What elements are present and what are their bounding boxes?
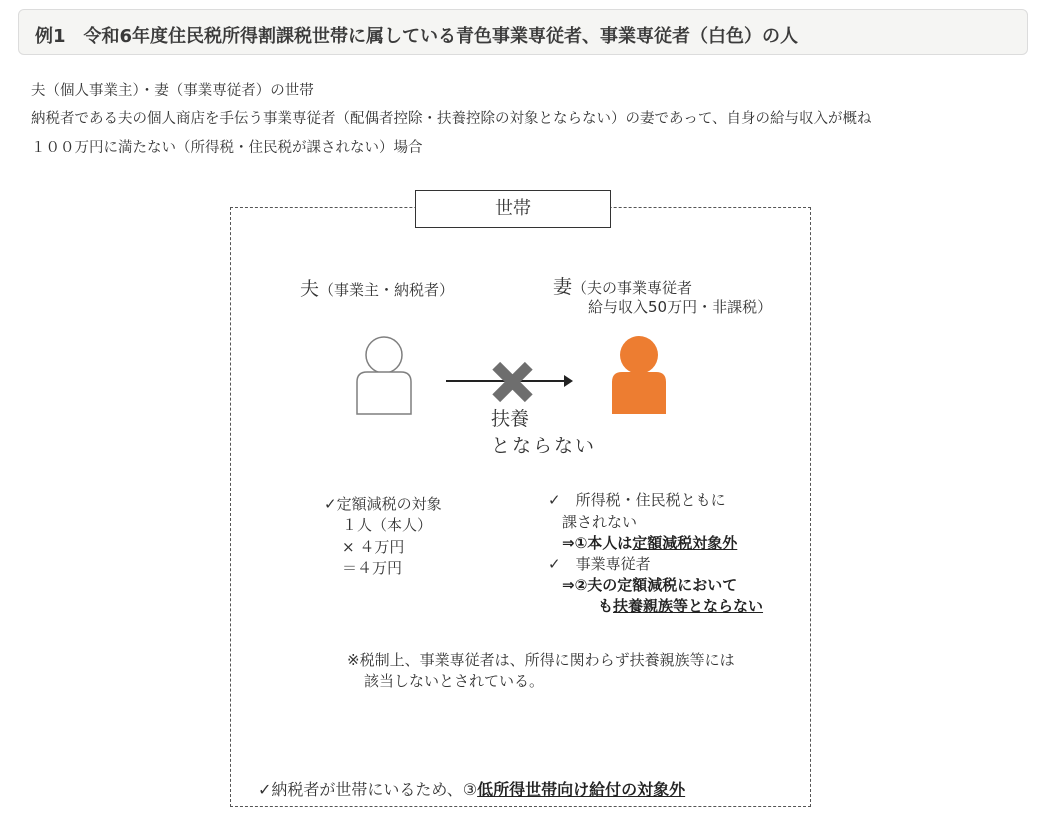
right-note-result-1 <box>562 532 737 553</box>
description-line-3: １００万円に満たない（所得税・住民税が課されない）場合 <box>31 140 423 156</box>
example-header <box>18 9 1028 55</box>
description-line-1: 夫（個人事業主）・妻（事業専従者）の世帯 <box>31 83 314 99</box>
husband-sub: （事業主・納税者） <box>319 281 455 299</box>
right-note-result-2b <box>598 595 763 616</box>
cross-mark-icon <box>491 361 533 403</box>
description-line-2: 納税者である夫の個人商店を手伝う事業専従者（配偶者控除・扶養控除の対象とならない）の妻であって、自身の給与収入が概ね <box>31 111 872 127</box>
right-note-check-2: ✓ 事業専従者 <box>548 555 651 573</box>
wife-main: 妻 <box>553 276 573 298</box>
footnote-line-2: 該当しないとされている。 <box>364 672 545 690</box>
result-2-prefix: も <box>598 597 614 615</box>
bottom-note <box>258 777 685 800</box>
footnote-line-1: ※税制上、事業専従者は、所得に関わらず扶養親族等には <box>347 651 735 669</box>
husband-person-icon <box>355 334 413 416</box>
husband-label <box>300 274 454 301</box>
left-note-line-2: １人（本人） <box>342 516 433 534</box>
result-2-emphasis: 扶養親族等とならない <box>613 597 764 615</box>
wife-sub-1: （夫の事業専従者 <box>572 279 693 297</box>
household-label: 世帯 <box>415 190 611 228</box>
husband-main: 夫 <box>300 278 320 300</box>
relation-line-1: 扶養 <box>491 408 530 430</box>
result-1-emphasis: 定額減税対象外 <box>632 534 738 552</box>
wife-label <box>553 272 692 299</box>
bottom-note-prefix: ✓納税者が世帯にいるため、③ <box>258 780 478 799</box>
left-note-line-1: ✓定額減税の対象 <box>324 495 442 513</box>
left-note-line-4: ＝４万円 <box>342 559 403 577</box>
bottom-note-emphasis: 低所得世帯向け給付の対象外 <box>477 780 686 799</box>
arrow-head-icon <box>564 375 573 387</box>
relation-line-2: とならない <box>491 435 597 457</box>
result-1-prefix: ⇒①本人は <box>562 534 633 552</box>
wife-person-icon <box>610 334 668 416</box>
example-title: 例1 令和6年度住民税所得割課税世帯に属している青色事業専従者、事業専従者（白色）の人 <box>35 26 799 47</box>
right-note-check-1: ✓ 所得税・住民税ともに <box>548 491 726 509</box>
wife-sub-2: 給与収入50万円・非課税） <box>588 298 773 316</box>
right-note-result-2: ⇒②夫の定額減税において <box>562 576 738 594</box>
left-note-line-3: × ４万円 <box>342 538 405 556</box>
right-note-check-1b: 課されない <box>562 513 638 531</box>
